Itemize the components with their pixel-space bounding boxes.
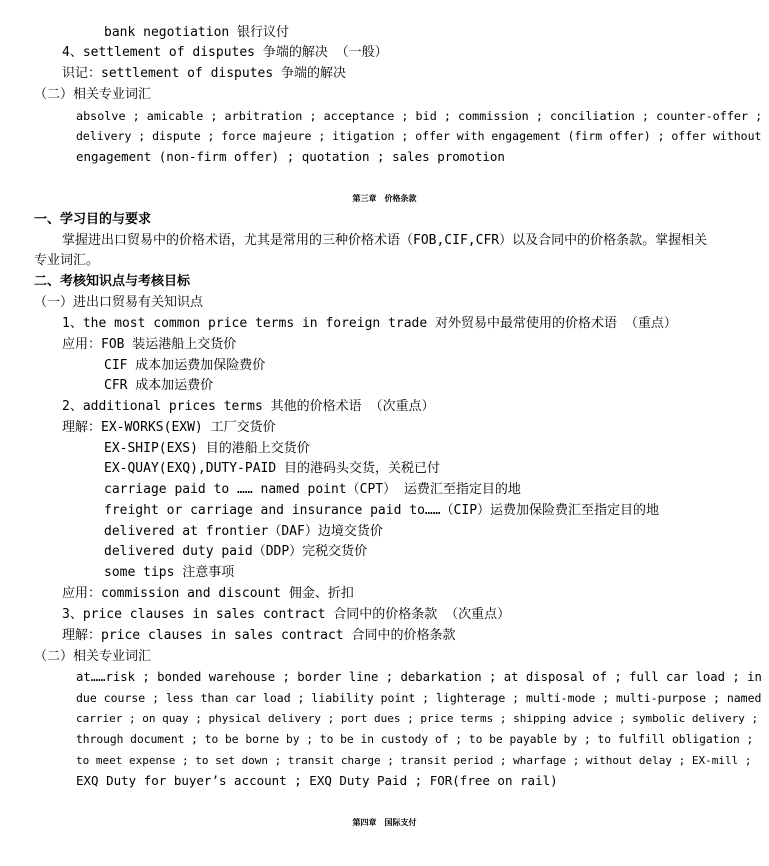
text-line: 理解：EX-WORKS(EXW) 工厂交货价 [62,420,276,435]
subsection-heading: （二）相关专业词汇 [34,87,152,102]
text-line: EX-QUAY(EXQ),DUTY-PAID 目的港码头交货，关税已付 [104,461,441,476]
text-line: carriage paid to …… named point（CPT） 运费汇至指定目的地 [104,482,521,497]
section-item: 2、additional prices terms 其他的价格术语 （次重点） [62,399,435,414]
vocabulary-line: EXQ Duty for buyer’s account ; EXQ Duty Paid ; FOR(free on rail) [76,773,558,788]
paragraph-line: 掌握进出口贸易中的价格术语，尤其是常用的三种价格术语（FOB,CIF,CFR）以及合同中的价格条款。掌握相关 [62,233,708,248]
chapter-title: 第三章 价格条款 [352,194,417,203]
text-line: freight or carriage and insurance paid to……（CIP）运费加保险费汇至指定目的地 [104,503,660,518]
section-item: 4、settlement of disputes 争端的解决 （一般） [62,45,388,60]
section-heading: 一、学习目的与要求 [34,212,152,227]
subsection-heading: （二）相关专业词汇 [34,649,152,664]
subsection-heading: （一）进出口贸易有关知识点 [34,295,204,310]
text-line: 应用：commission and discount 佣金、折扣 [62,586,354,601]
text-line: delivered duty paid（DDP）完税交货价 [104,544,368,559]
section-item: 3、price clauses in sales contract 合同中的价格条款 （次重点） [62,607,511,622]
chapter-title: 第四章 国际支付 [352,818,417,827]
vocabulary-line: delivery ; dispute ; force majeure ; itigation ; offer with engagement (firm offer) ; offer without [76,129,762,143]
section-item: 1、the most common price terms in foreign trade 对外贸易中最常使用的价格术语 （重点） [62,316,677,331]
text-line: 识记：settlement of disputes 争端的解决 [62,66,347,81]
vocabulary-line: due course ; less than car load ; liability point ; lighterage ; multi-mode ; multi-purpose ; named [76,691,762,705]
text-line: EX-SHIP(EXS) 目的港船上交货价 [104,441,310,456]
text-line: some tips 注意事项 [104,565,235,580]
text-line: CFR 成本加运费价 [104,378,214,393]
vocabulary-line: engagement (non-firm offer) ; quotation ; sales promotion [76,149,505,164]
text-line: CIF 成本加运费加保险费价 [104,358,266,373]
text-line: 理解：price clauses in sales contract 合同中的价格条款 [62,628,456,643]
vocabulary-line: absolve ; amicable ; arbitration ; acceptance ; bid ; commission ; conciliation ; counter-offer ; [76,109,763,123]
section-heading: 二、考核知识点与考核目标 [34,274,191,289]
vocabulary-line: carrier ; on quay ; physical delivery ; port dues ; price terms ; shipping advice ; symbolic delivery ; [76,712,759,725]
text-line: 应用：FOB 装运港船上交货价 [62,337,237,352]
vocabulary-line: through document ; to be borne by ; to be in custody of ; to be payable by ; to fulfill obligation ; [76,733,754,746]
paragraph-line: 专业词汇。 [34,253,100,268]
text-line: bank negotiation 银行议付 [104,25,290,40]
vocabulary-line: to meet expense ; to set down ; transit charge ; transit period ; wharfage ; without delay ; EX-mill ; [76,754,752,767]
vocabulary-line: at……risk ; bonded warehouse ; border line ; debarkation ; at disposal of ; full car load ; in [76,670,762,684]
text-line: delivered at frontier（DAF）边境交货价 [104,524,383,539]
